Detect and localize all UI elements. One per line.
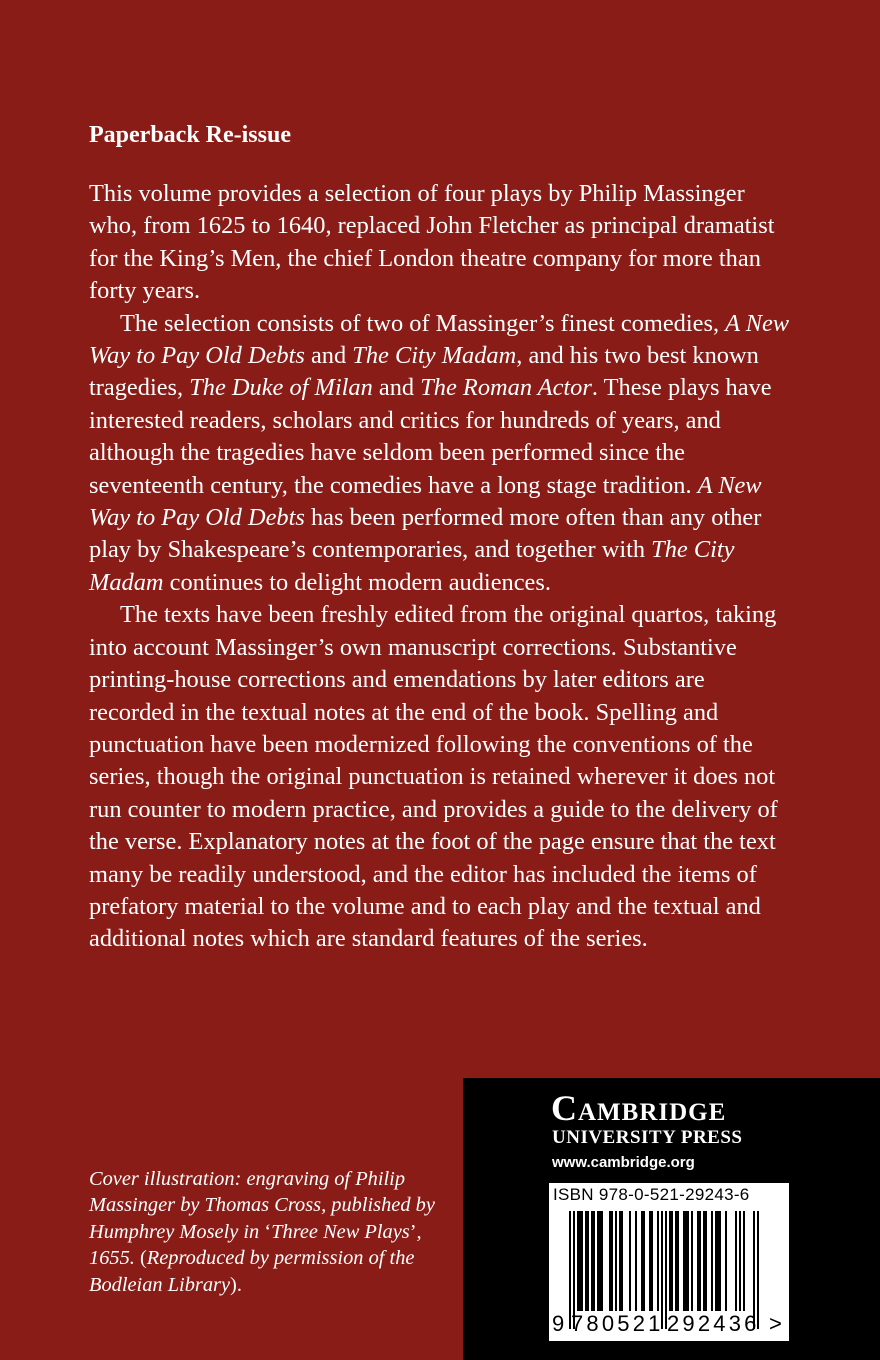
barcode-bar <box>683 1211 685 1311</box>
credit-quote-close: ’ <box>409 1220 417 1243</box>
barcode-right-group: 292436 <box>667 1311 760 1336</box>
barcode-bar <box>593 1211 595 1311</box>
play-title: The Duke of Milan <box>189 374 373 402</box>
barcode-bar <box>687 1211 689 1311</box>
publisher-panel <box>463 1078 880 1360</box>
barcode-bar <box>711 1211 713 1311</box>
blurb-text: and <box>372 374 421 402</box>
barcode-bar <box>705 1211 707 1311</box>
credit-paren-open: ( <box>139 1247 147 1270</box>
credit-paren-close: ). <box>230 1273 242 1296</box>
blurb-text: , and his two best known tragedies, <box>89 342 759 402</box>
cover-illustration-credit <box>89 1166 459 1298</box>
barcode-bar <box>587 1211 589 1311</box>
barcode-bar <box>669 1211 671 1311</box>
blurb-paragraph-3: The texts have been freshly edited from the original quartos, taking into account Massinger’s own manuscript corrections. Substantive printing-house corrections and emendations by later editors are recorded in the textual notes at the end of the book. Spelling and punctuation have been modernized following the conventions of the series, though the original punctuation is retained wherever it does not run counter to modern practice, and provides a guide to the delivery of the verse. Explanatory notes at the foot of the page ensure that the text many be readily understood, and the editor has included the items of prefatory material to the volume and to each play and the textual and additional notes which are standard features of the series. <box>89 601 778 953</box>
isbn-barcode <box>549 1183 789 1341</box>
barcode-bar <box>717 1211 719 1311</box>
credit-permission: Reproduced by permission of the Bodleian Library <box>89 1247 415 1296</box>
barcode-bar <box>703 1211 705 1311</box>
barcode-bar <box>739 1211 741 1311</box>
barcode-bar <box>615 1211 617 1311</box>
barcode-bar <box>581 1211 583 1311</box>
credit-year: , 1655. <box>89 1220 422 1270</box>
publisher-name: Cambridge <box>551 1088 727 1128</box>
publisher-url[interactable]: www.cambridge.org <box>552 1154 695 1171</box>
barcode-bar <box>635 1211 637 1311</box>
blurb-paragraph-1: This volume provides a selection of four plays by Philip Massinger who, from 1625 to 1640, replaced John Fletcher as principal dramatist for the King’s Men, the chief London theatre company for more than forty years. <box>89 180 775 305</box>
barcode-bar <box>643 1211 645 1311</box>
publisher-subtitle: UNIVERSITY PRESS <box>552 1127 743 1148</box>
barcode-bar <box>629 1211 631 1311</box>
blurb-text: continues to delight modern audiences. <box>163 568 551 596</box>
isbn-label: ISBN 978-0-521-29243-6 <box>553 1185 750 1204</box>
barcode-bar <box>609 1211 611 1311</box>
barcode-bar <box>577 1211 579 1311</box>
barcode-bar <box>611 1211 613 1311</box>
credit-quote-open: ‘ <box>264 1220 272 1243</box>
blurb <box>89 178 794 956</box>
barcode-bar <box>671 1211 673 1311</box>
barcode-bar <box>641 1211 643 1311</box>
barcode-lead-digit: 9 <box>552 1311 565 1336</box>
barcode-bar <box>691 1211 693 1311</box>
reissue-heading: Paperback Re-issue <box>89 122 291 148</box>
credit-book-title: Three New Plays <box>271 1220 410 1243</box>
barcode-bar <box>675 1211 677 1311</box>
barcode-bar <box>619 1211 621 1311</box>
play-title: The Roman Actor <box>420 374 592 402</box>
blurb-text: The selection consists of two of Massinger’s finest comedies, <box>120 309 726 337</box>
barcode-bar <box>649 1211 651 1311</box>
credit-text: Cover illustration: engraving of Philip Massinger by Thomas Cross, published by Humphrey Mosely in <box>89 1168 435 1243</box>
barcode-left-group: 780521 <box>571 1311 664 1336</box>
barcode-bar <box>725 1211 727 1311</box>
blurb-text: has been performed more often than any other play by Shakespeare’s contemporaries, and together with <box>89 504 762 564</box>
blurb-paragraph-2 <box>89 308 794 600</box>
barcode-bar <box>621 1211 623 1311</box>
blurb-text: . These plays have interested readers, scholars and critics for hundreds of years, and although the tragedies have seldom been performed since the seventeenth century, the comedies have a long stage tradition. <box>89 374 772 499</box>
barcode-bar <box>699 1211 701 1311</box>
play-title: The City Madam <box>89 536 735 596</box>
barcode-bar <box>599 1211 601 1311</box>
barcode-bar <box>743 1211 745 1311</box>
barcode-bar <box>579 1211 581 1311</box>
barcode-bar <box>585 1211 587 1311</box>
barcode-bar <box>697 1211 699 1311</box>
play-title: A New Way to Pay Old Debts <box>89 309 790 370</box>
barcode-bar <box>715 1211 717 1311</box>
play-title: The City Madam <box>352 342 517 370</box>
barcode-bar <box>651 1211 653 1311</box>
play-title: A New Way to Pay Old Debts <box>89 471 762 532</box>
barcode-bar <box>685 1211 687 1311</box>
barcode-bar <box>677 1211 679 1311</box>
barcode-digits <box>549 1309 789 1339</box>
barcode-bar <box>597 1211 599 1311</box>
barcode-bar <box>719 1211 721 1311</box>
blurb-text: and <box>304 342 353 370</box>
barcode-bar <box>735 1211 737 1311</box>
barcode-bar <box>657 1211 659 1311</box>
barcode-bar <box>591 1211 593 1311</box>
barcode-quiet-mark: > <box>769 1311 782 1336</box>
barcode-bar <box>601 1211 603 1311</box>
